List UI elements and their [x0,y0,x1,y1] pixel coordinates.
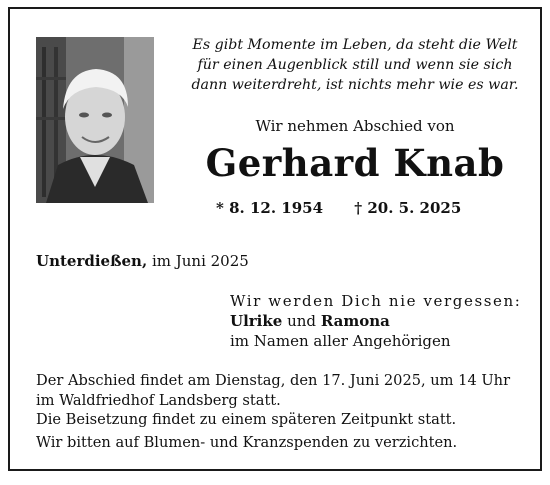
quote-line: dann weiterdreht, ist nichts mehr wie es war. [191,77,519,93]
relatives-line: im Namen aller Angehörigen [230,332,451,350]
birth-date: * 8. 12. 1954 [216,199,324,217]
notice-date: im Juni 2025 [151,252,249,270]
mourner-name: Ramona [320,312,390,330]
place-and-date [36,252,249,270]
info-line: Die Beisetzung findet zu einem späteren Zeitpunkt statt. [36,411,457,428]
mourner-names [230,311,521,331]
quote-line: für einen Augenblick still und wenn sie sich [197,57,513,73]
mourner-joiner: und [287,312,317,330]
remember-line: Wir werden Dich nie vergessen: [230,292,522,310]
deceased-name: Gerhard Knab [205,141,505,185]
portrait-photo [36,37,154,203]
death-date: † 20. 5. 2025 [354,199,462,217]
info-line: Der Abschied findet am Dienstag, den 17. Juni 2025, um 14 Uhr [36,372,511,389]
quote-line: Es gibt Momente im Leben, da steht die Welt [192,37,518,53]
memorial-quote [174,35,536,95]
place-name: Unterdießen, [36,252,148,270]
ceremony-info [36,371,536,452]
info-line: im Waldfriedhof Landsberg statt. [36,391,281,409]
life-dates [216,199,462,217]
mourners-block [230,291,521,351]
mourner-name: Ulrike [230,312,283,330]
info-line: Wir bitten auf Blumen- und Kranzspenden zu verzichten. [36,433,458,451]
obituary-notice [8,7,542,471]
farewell-intro: Wir nehmen Abschied von [255,117,455,135]
